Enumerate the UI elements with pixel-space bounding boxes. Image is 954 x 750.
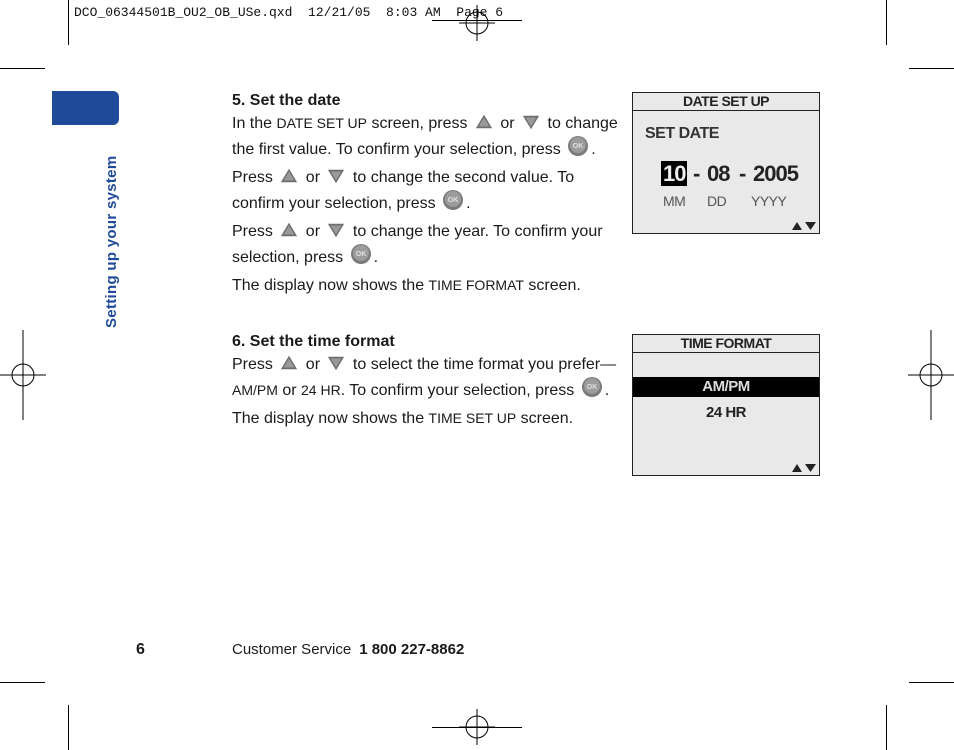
service-label: Customer Service: [232, 641, 352, 658]
ok-button-icon: [442, 189, 464, 211]
lcd-label: SET DATE: [645, 125, 719, 142]
step5-paragraph-2: Press or to change the second value. To confirm your selection, press .: [232, 169, 575, 212]
up-arrow-icon: [279, 221, 299, 239]
ok-button-icon: [581, 376, 603, 398]
down-arrow-icon: [521, 113, 541, 131]
step6-section: [232, 330, 627, 435]
ok-button-icon: [567, 135, 589, 157]
year-label: YYYY: [751, 193, 787, 209]
file-slug: DCO_06344501B_OU2_OB_USe.qxd 12/21/05 8:03 AM Page 6: [74, 5, 504, 20]
section-side-title: Setting up your system: [103, 155, 120, 328]
option-am-pm-selected: AM/PM: [633, 377, 819, 397]
step5-paragraph-3: Press or to change the year. To confirm your selection, press .: [232, 223, 603, 266]
month-value: 10: [663, 161, 686, 186]
step5-section: [232, 89, 627, 302]
down-arrow-icon: [326, 167, 346, 185]
up-arrow-icon: [279, 167, 299, 185]
step5-paragraph-1: In the DATE SET UP screen, press or to change the first value. To confirm your selection, press .: [232, 115, 618, 158]
page-number: 6: [136, 641, 145, 658]
registration-mark-left: [0, 330, 46, 420]
step6-heading: 6. Set the time format: [232, 333, 395, 350]
date-separator: -: [693, 161, 700, 186]
day-label: DD: [707, 193, 727, 209]
date-setup-screen: [632, 92, 820, 234]
registration-mark-right: [908, 330, 954, 420]
registration-mark-bottom: [459, 709, 495, 745]
scroll-arrows-icon: [791, 463, 817, 473]
up-arrow-icon: [279, 354, 299, 372]
down-arrow-icon: [326, 221, 346, 239]
registration-mark-top: [459, 5, 495, 41]
ok-button-icon: [350, 243, 372, 265]
lcd-title: TIME FORMAT: [633, 335, 819, 353]
footer-service: [232, 641, 464, 658]
month-label: MM: [663, 193, 686, 209]
lcd-title: DATE SET UP: [633, 93, 819, 111]
time-format-screen: [632, 334, 820, 476]
option-24-hr: 24 HR: [705, 404, 747, 421]
step5-paragraph-4: The display now shows the TIME FORMAT screen.: [232, 277, 581, 294]
step6-paragraph-1: Press or to select the time format you prefer—AM/PM or 24 HR. To confirm your selection, press .: [232, 356, 617, 399]
down-arrow-icon: [326, 354, 346, 372]
year-value: 2005: [753, 161, 798, 186]
up-arrow-icon: [474, 113, 494, 131]
service-phone: 1 800 227-8862: [359, 641, 465, 658]
step6-paragraph-2: The display now shows the TIME SET UP screen.: [232, 410, 574, 427]
scroll-arrows-icon: [791, 221, 817, 231]
section-tab: [52, 91, 119, 125]
day-value: 08: [707, 161, 730, 186]
step5-heading: 5. Set the date: [232, 92, 341, 109]
date-separator: -: [739, 161, 746, 186]
